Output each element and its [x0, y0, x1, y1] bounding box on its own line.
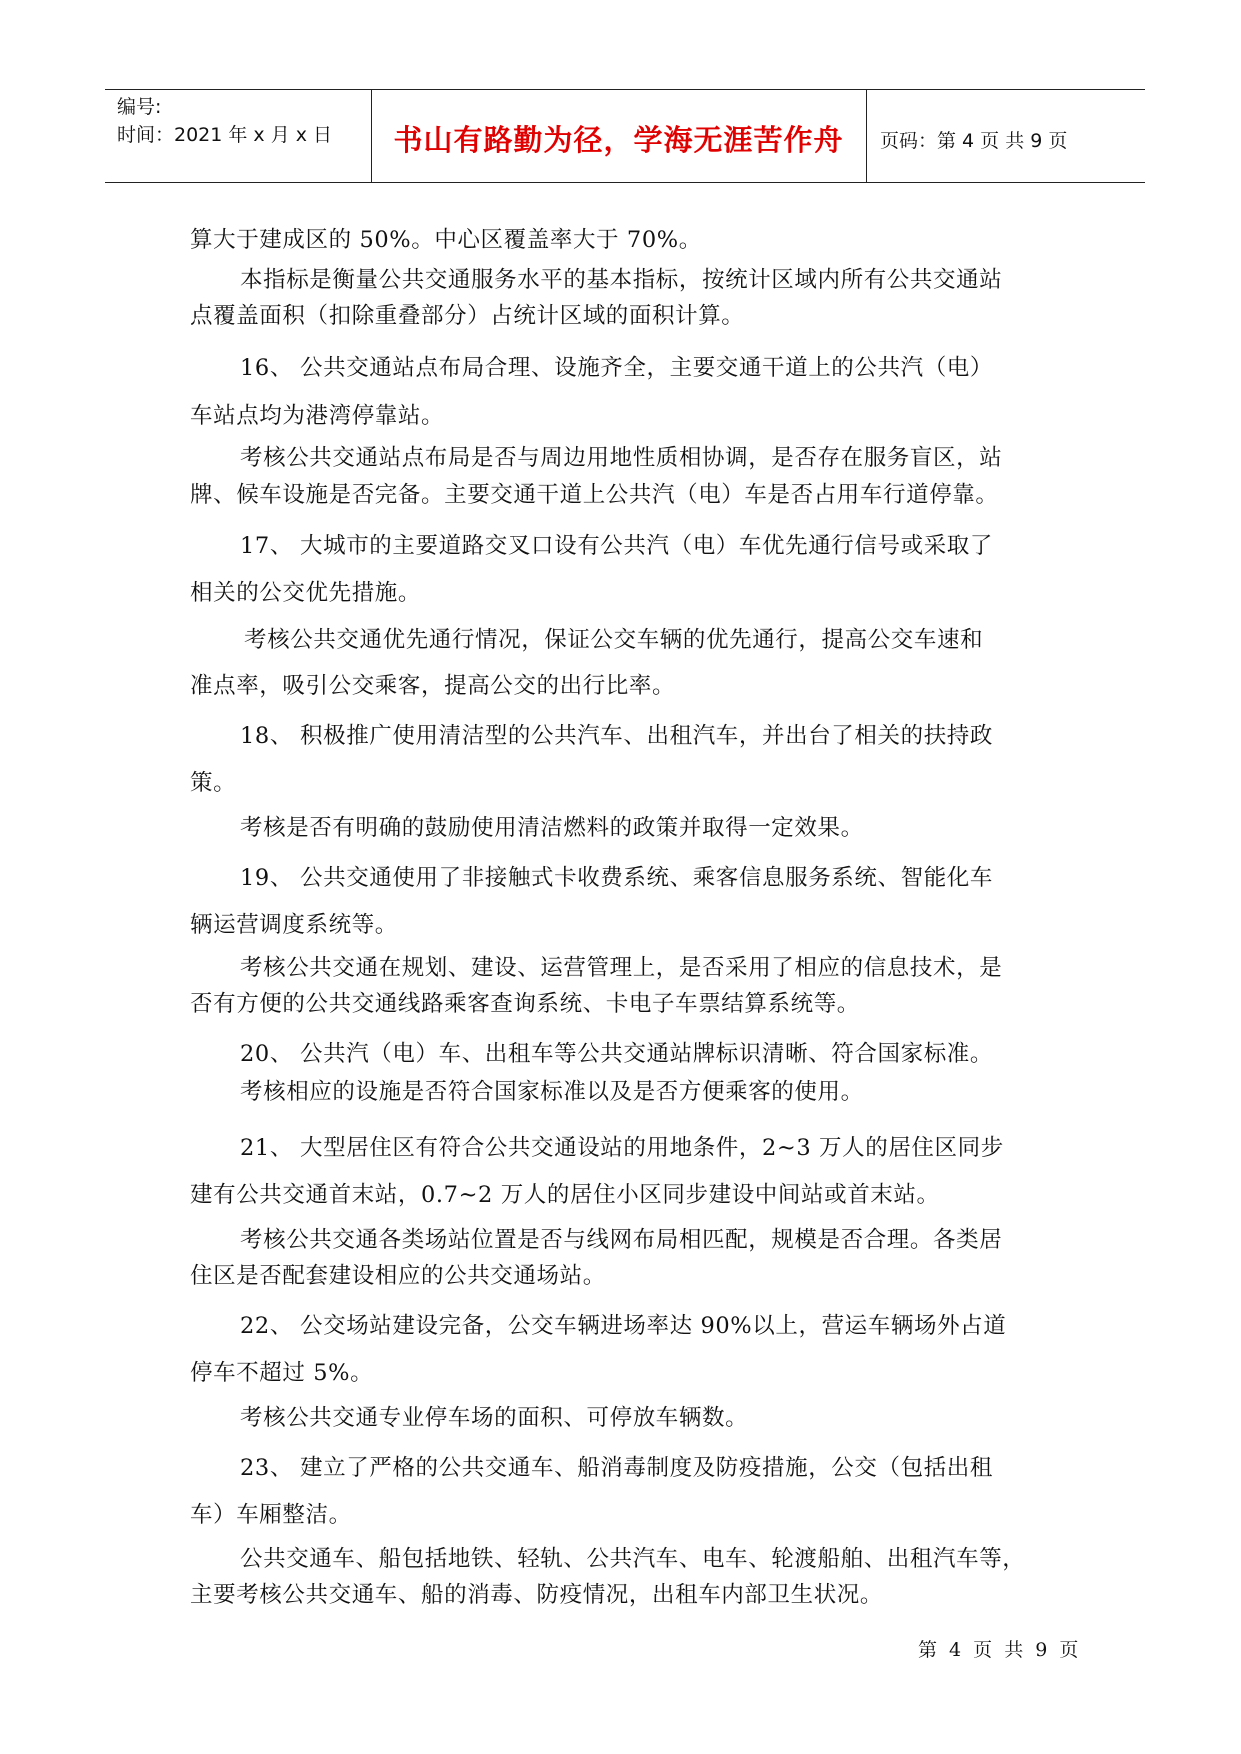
item-text: 积极推广使用清洁型的公共汽车、出租汽车，并出台了相关的扶持政 [300, 723, 994, 749]
paragraph-indicator-desc-1: 本指标是衡量公共交通服务水平的基本指标，按统计区域内所有公共交通站 [240, 267, 1003, 293]
item-18-desc: 考核是否有明确的鼓励使用清洁燃料的政策并取得一定效果。 [240, 815, 864, 841]
item-23-heading-cont: 车）车厢整洁。 [190, 1502, 352, 1528]
header-motto-cell [371, 90, 867, 182]
item-number: 19、 [240, 865, 293, 891]
item-number: 20、 [240, 1041, 293, 1067]
item-16-desc-2: 牌、候车设施是否完备。主要交通干道上公共汽（电）车是否占用车行道停靠。 [190, 482, 999, 508]
document-time-label: 时间：2021 年 x 月 x 日 [117, 124, 333, 146]
item-16-heading-cont: 车站点均为港湾停靠站。 [190, 403, 445, 429]
item-17-desc-2: 准点率，吸引公交乘客，提高公交的出行比率。 [190, 673, 676, 699]
header-info-cell [105, 90, 372, 182]
item-21-heading [240, 1130, 1110, 1166]
item-23-desc-1: 公共交通车、船包括地铁、轻轨、公共汽车、电车、轮渡船舶、出租汽车等， [240, 1546, 1026, 1572]
header-page-number: 页码：第 4 页 共 9 页 [880, 130, 1068, 152]
item-21-desc-2: 住区是否配套建设相应的公共交通场站。 [190, 1263, 606, 1289]
item-text: 公共交通站点布局合理、设施齐全，主要交通干道上的公共汽（电） [300, 355, 994, 381]
item-number: 16、 [240, 355, 293, 381]
item-21-heading-cont: 建有公共交通首末站，0.7~2 万人的居住小区同步建设中间站或首末站。 [190, 1182, 940, 1208]
item-22-heading-cont: 停车不超过 5%。 [190, 1360, 374, 1386]
item-text: 公交场站建设完备，公交车辆进场率达 90%以上，营运车辆场外占道 [300, 1313, 1007, 1339]
document-number-label: 编号: [117, 96, 162, 118]
item-number: 17、 [240, 533, 293, 559]
item-17-heading-cont: 相关的公交优先措施。 [190, 580, 422, 606]
item-17-heading [240, 528, 1110, 564]
item-18-heading-cont: 策。 [190, 770, 237, 796]
page-footer-number: 第 4 页 共 9 页 [918, 1639, 1082, 1661]
item-number: 18、 [240, 723, 293, 749]
paragraph-indicator-desc-2: 点覆盖面积（扣除重叠部分）占统计区域的面积计算。 [190, 303, 745, 329]
item-20-desc: 考核相应的设施是否符合国家标准以及是否方便乘客的使用。 [240, 1079, 864, 1105]
page-header [105, 89, 1145, 183]
paragraph-coverage-rate: 算大于建成区的 50%。中心区覆盖率大于 70%。 [190, 227, 702, 253]
item-19-desc-2: 否有方便的公共交通线路乘客查询系统、卡电子车票结算系统等。 [190, 991, 860, 1017]
item-text: 建立了严格的公共交通车、船消毒制度及防疫措施，公交（包括出租 [300, 1455, 994, 1481]
item-21-desc-1: 考核公共交通各类场站位置是否与线网布局相匹配，规模是否合理。各类居 [240, 1227, 1003, 1253]
item-23-heading [240, 1450, 1110, 1486]
item-number: 23、 [240, 1455, 293, 1481]
item-text: 公共汽（电）车、出租车等公共交通站牌标识清晰、符合国家标准。 [300, 1041, 994, 1067]
item-19-heading-cont: 辆运营调度系统等。 [190, 912, 398, 938]
item-17-desc-1: 考核公共交通优先通行情况，保证公交车辆的优先通行，提高公交车速和 [244, 627, 984, 653]
item-22-heading [240, 1308, 1110, 1344]
item-text: 大型居住区有符合公共交通设站的用地条件，2~3 万人的居住区同步 [300, 1135, 1004, 1161]
item-19-heading [240, 860, 1110, 896]
item-text: 大城市的主要道路交叉口设有公共汽（电）车优先通行信号或采取了 [300, 533, 994, 559]
item-18-heading [240, 718, 1110, 754]
item-19-desc-1: 考核公共交通在规划、建设、运营管理上，是否采用了相应的信息技术，是 [240, 955, 1003, 981]
header-motto: 书山有路勤为径，学海无涯苦作舟 [393, 123, 844, 157]
item-number: 22、 [240, 1313, 293, 1339]
item-text: 公共交通使用了非接触式卡收费系统、乘客信息服务系统、智能化车 [300, 865, 994, 891]
item-16-desc-1: 考核公共交通站点布局是否与周边用地性质相协调，是否存在服务盲区，站 [240, 445, 1003, 471]
item-20-heading [240, 1036, 1110, 1072]
item-23-desc-2: 主要考核公共交通车、船的消毒、防疫情况，出租车内部卫生状况。 [190, 1582, 884, 1608]
item-22-desc: 考核公共交通专业停车场的面积、可停放车辆数。 [240, 1405, 749, 1431]
header-page-cell [866, 90, 1145, 182]
item-16-heading [240, 350, 1110, 386]
item-number: 21、 [240, 1135, 293, 1161]
